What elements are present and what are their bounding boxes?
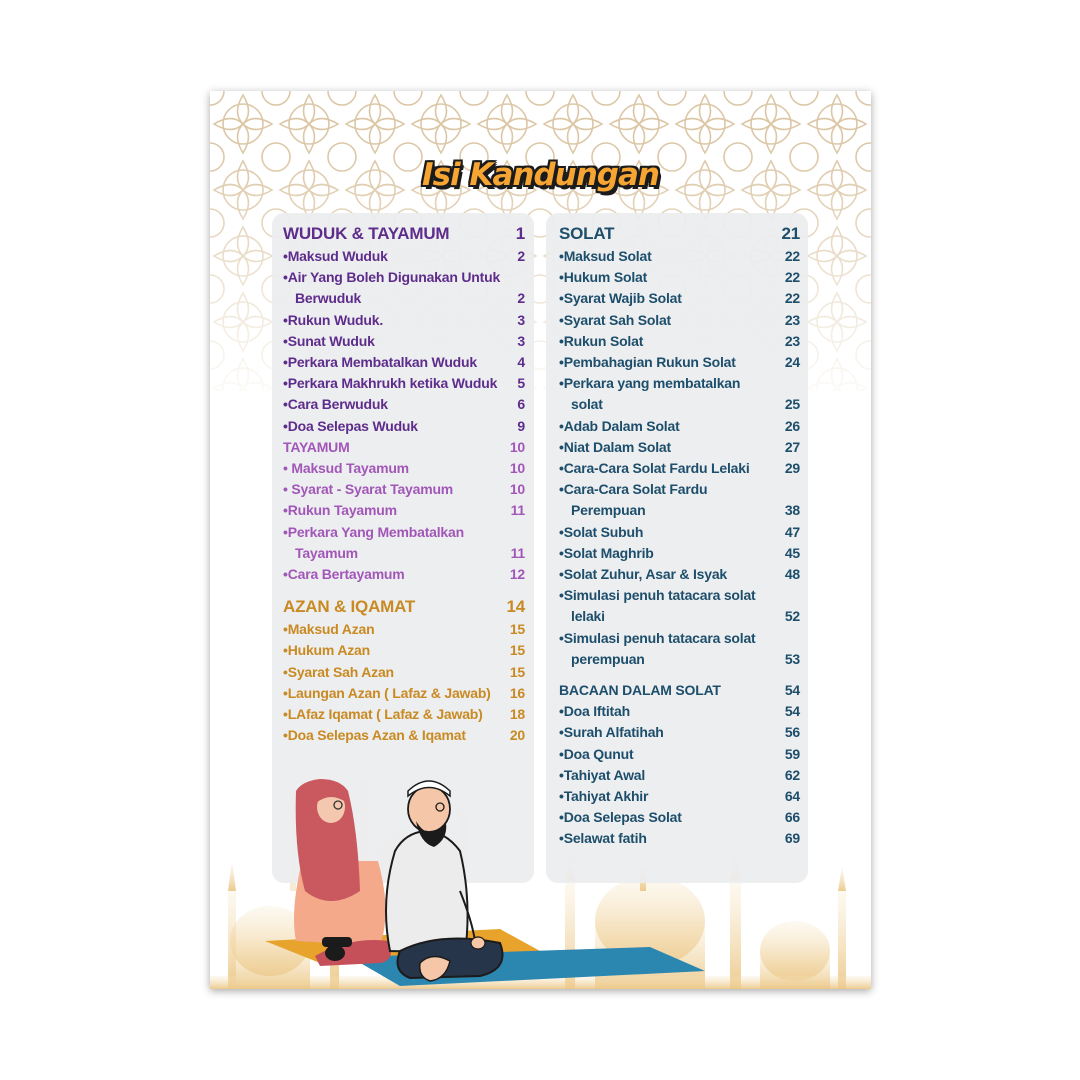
toc-entry-continued[interactable]: perempuan 53 <box>571 650 800 667</box>
toc-entry[interactable]: • Syarat - Syarat Tayamum 10 <box>283 479 525 500</box>
toc-entry[interactable]: • Niat Dalam Solat 27 <box>559 437 800 458</box>
toc-entry[interactable]: • Cara Berwuduk 6 <box>283 394 525 415</box>
toc-entry[interactable]: • Simulasi penuh tatacara solat <box>559 585 800 606</box>
toc-entry[interactable]: • Syarat Sah Azan 15 <box>283 662 525 683</box>
praying-couple-illustration <box>210 91 871 989</box>
toc-entry[interactable]: • Rukun Tayamum 11 <box>283 500 525 521</box>
toc-entry[interactable]: • Perkara yang membatalkan <box>559 373 800 394</box>
toc-entry[interactable]: • Doa Iftitah 54 <box>559 701 800 722</box>
toc-entry[interactable]: • Rukun Wuduk. 3 <box>283 310 525 331</box>
toc-entry[interactable]: • Doa Selepas Solat 66 <box>559 807 800 828</box>
toc-entry[interactable]: • LAfaz Iqamat ( Lafaz & Jawab) 18 <box>283 704 525 725</box>
toc-entry[interactable]: • Air Yang Boleh Digunakan Untuk <box>283 267 525 288</box>
section-heading-solat[interactable]: SOLAT 21 <box>559 224 800 243</box>
toc-entry[interactable]: • Sunat Wuduk 3 <box>283 331 525 352</box>
toc-entry[interactable]: • Maksud Solat 22 <box>559 246 800 267</box>
toc-entry[interactable]: • Tahiyat Akhir 64 <box>559 786 800 807</box>
woman-figure <box>294 779 391 966</box>
toc-entry[interactable]: • Doa Qunut 59 <box>559 744 800 765</box>
toc-entry[interactable]: • Solat Subuh 47 <box>559 522 800 543</box>
toc-entry[interactable]: • Hukum Solat 22 <box>559 267 800 288</box>
toc-entry[interactable]: • Surah Alfatihah 56 <box>559 722 800 743</box>
toc-entry[interactable]: • Cara-Cara Solat Fardu <box>559 479 800 500</box>
toc-entry-continued[interactable]: Tayamum 11 <box>295 544 525 561</box>
toc-entry[interactable]: • Maksud Azan 15 <box>283 619 525 640</box>
toc-entry[interactable]: • Syarat Sah Solat 23 <box>559 310 800 331</box>
toc-entry[interactable]: • Rukun Solat 23 <box>559 331 800 352</box>
toc-entry[interactable]: • Hukum Azan 15 <box>283 640 525 661</box>
section-heading-azan[interactable]: AZAN & IQAMAT 14 <box>283 597 525 617</box>
toc-entry[interactable]: • Selawat fatih 69 <box>559 828 800 849</box>
book-page <box>210 91 871 989</box>
toc-entry[interactable]: • Syarat Wajib Solat 22 <box>559 288 800 309</box>
section-heading-bacaan[interactable]: BACAAN DALAM SOLAT 54 <box>559 682 800 699</box>
toc-entry[interactable]: • Solat Zuhur, Asar & Isyak 48 <box>559 564 800 585</box>
toc-entry[interactable]: • Perkara Makhrukh ketika Wuduk 5 <box>283 373 525 394</box>
toc-entry[interactable]: • Simulasi penuh tatacara solat <box>559 628 800 649</box>
toc-entry[interactable]: • Maksud Tayamum 10 <box>283 458 525 479</box>
toc-entry[interactable]: • Cara Bertayamum 12 <box>283 564 525 585</box>
page-title: Isi Kandungan <box>422 157 659 193</box>
toc-entry[interactable]: • Pembahagian Rukun Solat 24 <box>559 352 800 373</box>
toc-entry[interactable]: • Solat Maghrib 45 <box>559 543 800 564</box>
toc-entry[interactable]: • Doa Selepas Wuduk 9 <box>283 416 525 437</box>
toc-entry[interactable]: • Perkara Membatalkan Wuduk 4 <box>283 352 525 373</box>
toc-entry[interactable]: • Maksud Wuduk 2 <box>283 246 525 267</box>
toc-entry-continued[interactable]: solat 25 <box>571 396 800 413</box>
toc-entry[interactable]: • Tahiyat Awal 62 <box>559 765 800 786</box>
toc-entry[interactable]: • Adab Dalam Solat 26 <box>559 416 800 437</box>
toc-entry[interactable]: • Laungan Azan ( Lafaz & Jawab) 16 <box>283 683 525 704</box>
man-figure <box>386 781 503 981</box>
toc-entry-continued[interactable]: Perempuan 38 <box>571 502 800 519</box>
section-heading-wuduk[interactable]: WUDUK & TAYAMUM 1 <box>283 224 525 243</box>
toc-entry-continued[interactable]: Berwuduk 2 <box>295 290 525 307</box>
section-heading-tayamum[interactable]: TAYAMUM 10 <box>283 438 525 455</box>
toc-entry[interactable]: • Doa Selepas Azan & Iqamat 20 <box>283 725 525 746</box>
toc-entry[interactable]: • Perkara Yang Membatalkan <box>283 522 525 543</box>
toc-entry-continued[interactable]: lelaki 52 <box>571 608 800 625</box>
toc-entry[interactable]: • Cara-Cara Solat Fardu Lelaki 29 <box>559 458 800 479</box>
